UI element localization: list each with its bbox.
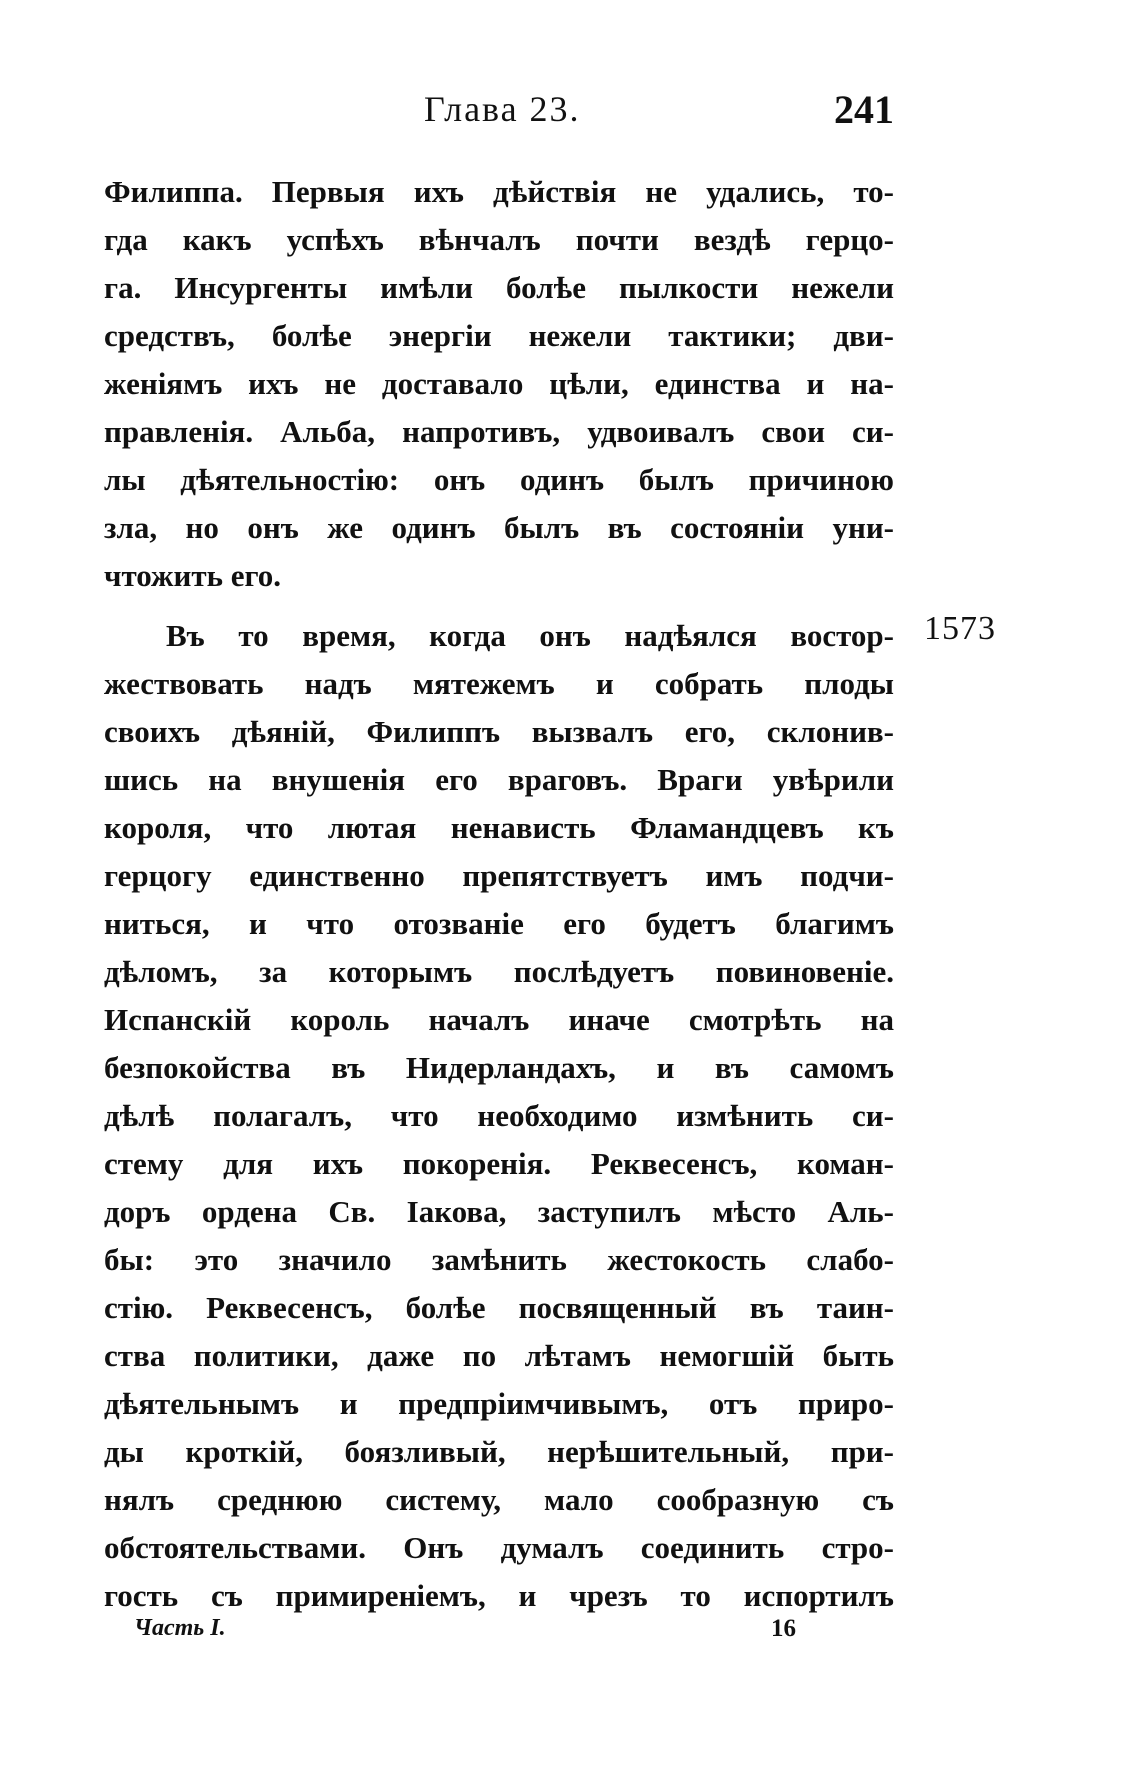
text-line: гость съ примиреніемъ, и чрезъ то испортилъ (104, 1578, 894, 1613)
text-line: нялъ среднюю систему, мало сообразную съ (104, 1482, 894, 1517)
page-number: 241 (834, 87, 894, 132)
text-line: гда какъ успѣхъ вѣнчалъ почти вездѣ герцо- (104, 222, 894, 257)
text-line: Въ то время, когда онъ надѣялся востор- (166, 618, 894, 653)
margin-year-note: 1573 (924, 610, 996, 647)
text-line: женіямъ ихъ не доставало цѣли, единства и на- (104, 366, 894, 401)
text-line: стему для ихъ покоренія. Реквесенсъ, коман- (104, 1146, 894, 1181)
text-line: своихъ дѣяній, Филиппъ вызвалъ его, склонив- (104, 714, 894, 749)
signature-number: 16 (771, 1615, 796, 1642)
text-line: безпокойства въ Нидерландахъ, и въ самомъ (104, 1050, 894, 1085)
text-line: короля, что лютая ненависть Фламандцевъ къ (104, 810, 894, 845)
text-line: дѣломъ, за которымъ послѣдуетъ повиновеніе. (104, 954, 894, 989)
text-line: ниться, и что отозваніе его будетъ благимъ (104, 906, 894, 941)
text-line: обстоятельствами. Онъ думалъ соединить стро- (104, 1530, 894, 1565)
page-footer (134, 1615, 834, 1655)
text-line: стію. Реквесенсъ, болѣе посвященный въ таин- (104, 1290, 894, 1325)
text-line: жествовать надъ мятежемъ и собрать плоды (104, 666, 894, 701)
signature-label: Часть I. (134, 1615, 226, 1641)
body-text (104, 168, 894, 1620)
chapter-title: Глава 23. (424, 89, 581, 129)
text-line: дѣятельнымъ и предпріимчивымъ, отъ приро- (104, 1386, 894, 1421)
text-line: бы: это значило замѣнить жестокость слабо- (104, 1242, 894, 1277)
text-line: средствъ, болѣе энергіи нежели тактики; дви- (104, 318, 894, 353)
text-line: чтожить его. (104, 558, 282, 593)
text-line: доръ ордена Св. Іакова, заступилъ мѣсто Аль- (104, 1194, 894, 1229)
text-line: Испанскій король началъ иначе смотрѣть на (104, 1002, 894, 1037)
text-line: шись на внушенія его враговъ. Враги увѣрили (104, 762, 894, 797)
text-line: герцогу единственно препятствуетъ имъ подчи- (104, 858, 894, 893)
text-line: зла, но онъ же одинъ былъ въ состояніи уни- (104, 510, 894, 545)
text-line: ды кроткій, боязливый, нерѣшительный, при- (104, 1434, 894, 1469)
text-line: ства политики, даже по лѣтамъ немогшій быть (104, 1338, 894, 1373)
running-head (104, 88, 894, 138)
text-line: Филиппа. Первыя ихъ дѣйствія не удались, то- (104, 174, 894, 209)
paragraph-gap (104, 600, 894, 612)
text-line: га. Инсургенты имѣли болѣе пылкости нежели (104, 270, 894, 305)
text-line: правленія. Альба, напротивъ, удвоивалъ свои си- (104, 414, 894, 449)
text-line: дѣлѣ полагалъ, что необходимо измѣнить си- (104, 1098, 894, 1133)
text-line: лы дѣятельностію: онъ одинъ былъ причиною (104, 462, 894, 497)
